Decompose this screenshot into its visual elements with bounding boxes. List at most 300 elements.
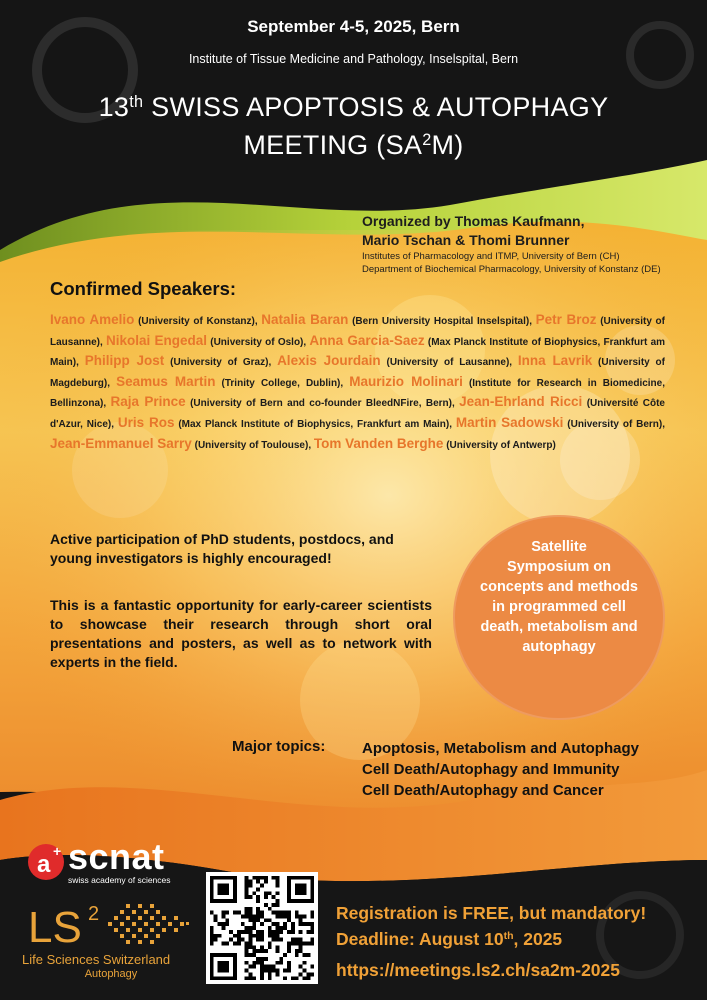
qr-module <box>276 899 280 903</box>
qr-module <box>306 976 310 980</box>
qr-module <box>268 942 272 946</box>
qr-module <box>276 926 280 930</box>
qr-module <box>310 911 314 915</box>
speaker-name: Anna Garcia-Saez <box>309 332 425 348</box>
qr-module <box>279 914 283 918</box>
speaker-affiliation: (Institute for Research in Biomedicine, Bellinzona), <box>50 377 666 410</box>
qr-module <box>248 884 252 888</box>
speaker-entry <box>84 353 272 369</box>
qr-module <box>229 938 233 942</box>
qr-module <box>291 930 295 934</box>
qr-module <box>279 961 283 965</box>
qr-module <box>245 942 249 946</box>
qr-module <box>260 957 264 961</box>
qr-module <box>268 945 272 949</box>
qr-module <box>260 876 264 880</box>
qr-module <box>256 938 260 942</box>
qr-module <box>291 938 295 942</box>
speaker-entry <box>50 312 258 327</box>
satellite-line: in programmed cell <box>492 599 626 615</box>
title-ordinal: th <box>129 93 144 112</box>
scnat-wordmark: scnat <box>68 836 165 877</box>
qr-module <box>264 969 268 973</box>
qr-module <box>218 922 222 926</box>
qr-module <box>276 972 280 976</box>
qr-module <box>256 880 260 884</box>
speaker-entry <box>261 312 532 327</box>
qr-module <box>233 934 237 938</box>
qr-module <box>245 895 249 899</box>
qr-module <box>268 969 272 973</box>
qr-module <box>252 922 256 926</box>
ls2-logo-icon <box>28 898 203 950</box>
qr-module <box>283 922 287 926</box>
satellite-line: death, metabolism and <box>480 619 638 635</box>
qr-module <box>248 918 252 922</box>
qr-module <box>252 976 256 980</box>
qr-module <box>287 969 291 973</box>
qr-module <box>287 945 291 949</box>
qr-module <box>276 884 280 888</box>
qr-module <box>221 942 225 946</box>
qr-module <box>268 972 272 976</box>
qr-module <box>272 938 276 942</box>
qr-module <box>272 895 276 899</box>
qr-module <box>279 957 283 961</box>
title-line-2-sup: 2 <box>422 131 432 150</box>
qr-module <box>210 930 214 934</box>
speaker-name: Jean-Ehrland Ricci <box>459 394 583 410</box>
qr-module <box>260 972 264 976</box>
speaker-name: Nikolai Engedal <box>106 332 208 348</box>
qr-module <box>260 930 264 934</box>
qr-module <box>310 930 314 934</box>
qr-module <box>295 911 299 915</box>
qr-module <box>283 914 287 918</box>
qr-module <box>283 911 287 915</box>
qr-module <box>268 976 272 980</box>
speaker-affiliation: (University of Antwerp) <box>446 439 556 451</box>
qr-module <box>241 938 245 942</box>
qr-module <box>256 934 260 938</box>
qr-module <box>260 945 264 949</box>
organizer-affiliation-2: Department of Biochemical Pharmacology, University of Konstanz (DE) <box>362 264 661 275</box>
qr-module <box>248 976 252 980</box>
qr-module <box>268 934 272 938</box>
qr-module <box>299 938 303 942</box>
qr-module <box>260 884 264 888</box>
ls2-name: Life Sciences Switzerland <box>22 952 171 967</box>
title-number: 13 <box>98 92 130 122</box>
svg-text:LS: LS <box>28 903 82 950</box>
qr-module <box>252 961 256 965</box>
qr-module <box>303 953 307 957</box>
qr-module <box>299 949 303 953</box>
topic-item: Cell Death/Autophagy and Immunity <box>362 761 620 778</box>
qr-module <box>248 965 252 969</box>
deadline-line <box>336 926 646 952</box>
qr-module <box>245 976 249 980</box>
qr-module <box>237 930 241 934</box>
qr-module <box>256 914 260 918</box>
qr-module <box>221 922 225 926</box>
qr-module <box>248 930 252 934</box>
svg-text:+: + <box>53 843 62 859</box>
qr-module <box>303 942 307 946</box>
qr-module <box>276 911 280 915</box>
qr-module <box>283 926 287 930</box>
title-text: SWISS APOPTOSIS & AUTOPHAGY <box>143 92 609 122</box>
organizers-line-1: Organized by Thomas Kaufmann, <box>362 213 585 229</box>
qr-module <box>245 891 249 895</box>
qr-module <box>287 961 291 965</box>
qr-module <box>287 949 291 953</box>
title-line-1 <box>0 92 707 123</box>
qr-module <box>260 976 264 980</box>
topics-list <box>362 738 639 801</box>
qr-module <box>276 934 280 938</box>
qr-module <box>248 938 252 942</box>
speaker-entry <box>110 394 455 410</box>
qr-module <box>225 922 229 926</box>
qr-module <box>299 942 303 946</box>
qr-module <box>248 953 252 957</box>
qr-module <box>272 965 276 969</box>
qr-module <box>210 942 214 946</box>
speaker-name: Martin Sadowski <box>455 414 564 430</box>
qr-module <box>260 934 264 938</box>
qr-module <box>252 949 256 953</box>
qr-module <box>237 938 241 942</box>
speaker-affiliation: (University of Lausanne), <box>386 357 513 369</box>
qr-module <box>260 922 264 926</box>
qr-module <box>245 880 249 884</box>
qr-module <box>299 930 303 934</box>
qr-module <box>299 914 303 918</box>
qr-module <box>310 965 314 969</box>
qr-module <box>248 926 252 930</box>
qr-module <box>291 926 295 930</box>
qr-module <box>260 938 264 942</box>
speaker-affiliation: (University of Bern and co-founder BleedNFire, Bern), <box>190 398 455 410</box>
qr-module <box>264 949 268 953</box>
qr-module <box>256 911 260 915</box>
qr-module <box>210 926 214 930</box>
qr-module <box>256 961 260 965</box>
registration-line: Registration is FREE, but mandatory! <box>336 903 647 923</box>
speaker-entry <box>50 435 312 451</box>
topic-item: Apoptosis, Metabolism and Autophagy <box>362 740 639 757</box>
qr-module <box>272 903 276 907</box>
topics-label: Major topics: <box>232 738 326 755</box>
qr-module <box>264 918 268 922</box>
qr-module <box>272 934 276 938</box>
qr-module <box>252 953 256 957</box>
qr-module <box>245 914 249 918</box>
speaker-name: Tom Vanden Berghe <box>313 435 444 451</box>
qr-module <box>248 945 252 949</box>
satellite-line: concepts and methods <box>480 579 638 595</box>
qr-module <box>295 938 299 942</box>
qr-module <box>248 934 252 938</box>
qr-module <box>214 914 218 918</box>
qr-finder-core <box>295 884 307 896</box>
qr-module <box>245 953 249 957</box>
qr-module <box>279 930 283 934</box>
qr-module <box>310 914 314 918</box>
qr-module <box>260 969 264 973</box>
qr-module <box>245 907 249 911</box>
qr-module <box>276 903 280 907</box>
speaker-affiliation: (University of Lausanne), <box>50 316 665 348</box>
qr-module <box>276 949 280 953</box>
qr-module <box>245 945 249 949</box>
qr-module <box>256 949 260 953</box>
speaker-entry <box>313 435 556 451</box>
qr-module <box>299 965 303 969</box>
qr-module <box>276 945 280 949</box>
qr-module <box>252 876 256 880</box>
speakers-heading: Confirmed Speakers: <box>50 278 237 299</box>
qr-module <box>252 891 256 895</box>
qr-module <box>303 922 307 926</box>
qr-module <box>299 945 303 949</box>
qr-module <box>310 938 314 942</box>
speaker-name: Jean-Emmanuel Sarry <box>50 435 192 451</box>
speaker-affiliation: (Max Planck Institute of Biophysics, Frankfurt am Main), <box>50 336 666 369</box>
topic-item: Cell Death/Autophagy and Cancer <box>362 782 604 799</box>
qr-module <box>218 934 222 938</box>
deadline-ordinal: th <box>503 930 514 943</box>
scnat-tagline: swiss academy of sciences <box>68 875 171 885</box>
qr-module <box>276 930 280 934</box>
qr-module <box>264 891 268 895</box>
qr-module <box>241 922 245 926</box>
speaker-affiliation: (University of Graz), <box>170 357 272 369</box>
qr-module <box>272 969 276 973</box>
qr-module <box>221 926 225 930</box>
qr-code-icon[interactable] <box>206 872 318 984</box>
qr-module <box>295 949 299 953</box>
qr-module <box>260 949 264 953</box>
qr-module <box>260 914 264 918</box>
qr-module <box>210 934 214 938</box>
qr-module <box>245 969 249 973</box>
qr-module <box>279 911 283 915</box>
event-venue: Institute of Tissue Medicine and Pathology, Inselspital, Bern <box>188 52 519 66</box>
speaker-name: Maurizio Molinari <box>349 373 463 389</box>
qr-module <box>260 911 264 915</box>
qr-module <box>276 876 280 880</box>
qr-module <box>287 918 291 922</box>
title-line-2-suffix: M) <box>431 130 464 160</box>
qr-module <box>245 961 249 965</box>
registration-info <box>336 900 646 952</box>
speaker-affiliation: (Max Planck Institute of Biophysics, Frankfurt am Main), <box>178 418 452 430</box>
satellite-text <box>458 537 660 657</box>
qr-module <box>256 895 260 899</box>
organizer-affiliation-1: Institutes of Pharmacology and ITMP, University of Bern (CH) <box>362 251 620 262</box>
qr-module <box>264 965 268 969</box>
qr-module <box>310 926 314 930</box>
speaker-affiliation: (Trinity College, Dublin), <box>221 377 344 389</box>
qr-module <box>272 911 276 915</box>
qr-module <box>233 942 237 946</box>
qr-module <box>306 972 310 976</box>
qr-module <box>264 876 268 880</box>
qr-module <box>248 942 252 946</box>
qr-module <box>256 907 260 911</box>
qr-module <box>248 895 252 899</box>
speakers-list <box>50 311 665 455</box>
qr-module <box>225 942 229 946</box>
qr-module <box>303 976 307 980</box>
qr-module <box>245 876 249 880</box>
qr-module <box>245 949 249 953</box>
qr-module <box>283 953 287 957</box>
qr-module <box>252 918 256 922</box>
qr-module <box>287 914 291 918</box>
qr-module <box>276 961 280 965</box>
qr-module <box>241 914 245 918</box>
qr-module <box>295 914 299 918</box>
qr-module <box>279 938 283 942</box>
opportunity-note: This is a fantastic opportunity for early-career scientists to showcase their research through short oral presentations and posters, as well as to network with experts in the field. <box>50 597 432 670</box>
qr-module <box>287 965 291 969</box>
qr-module <box>299 972 303 976</box>
qr-module <box>303 969 307 973</box>
qr-module <box>252 926 256 930</box>
qr-module <box>256 899 260 903</box>
qr-module <box>268 965 272 969</box>
qr-module <box>214 918 218 922</box>
qr-module <box>287 942 291 946</box>
qr-module <box>310 942 314 946</box>
speaker-name: Inna Lavrik <box>517 353 593 369</box>
qr-module <box>310 922 314 926</box>
qr-module <box>229 930 233 934</box>
qr-module <box>248 972 252 976</box>
qr-finder-core <box>218 884 230 896</box>
svg-text:2: 2 <box>88 903 100 925</box>
qr-module <box>252 914 256 918</box>
speaker-name: Raja Prince <box>110 394 186 410</box>
qr-module <box>306 922 310 926</box>
qr-module <box>287 911 291 915</box>
qr-module <box>225 918 229 922</box>
qr-module <box>245 911 249 915</box>
satellite-line: Symposium on <box>507 559 611 575</box>
qr-module <box>252 965 256 969</box>
speaker-name: Alexis Jourdain <box>277 353 381 369</box>
speaker-entry <box>106 332 307 348</box>
qr-module <box>248 911 252 915</box>
qr-module <box>210 938 214 942</box>
qr-module <box>291 942 295 946</box>
organizers <box>362 212 702 276</box>
qr-module <box>221 914 225 918</box>
qr-module <box>279 926 283 930</box>
qr-module <box>276 880 280 884</box>
speaker-name: Natalia Baran <box>261 312 349 327</box>
qr-module <box>233 911 237 915</box>
qr-module <box>264 895 268 899</box>
qr-module <box>237 934 241 938</box>
qr-module <box>272 876 276 880</box>
qr-module <box>299 922 303 926</box>
qr-module <box>210 911 214 915</box>
qr-module <box>241 930 245 934</box>
qr-module <box>268 891 272 895</box>
participation-note: Active participation of PhD students, postdocs, and young investigators is highly encouraged! <box>50 531 394 566</box>
qr-module <box>303 914 307 918</box>
deadline-suffix: , 2025 <box>513 929 563 949</box>
speaker-name: Seamus Martin <box>116 373 216 389</box>
qr-module <box>268 918 272 922</box>
qr-module <box>268 930 272 934</box>
speaker-entry <box>277 353 513 369</box>
speaker-entry <box>455 414 666 430</box>
registration-link[interactable]: https://meetings.ls2.ch/sa2m-2025 <box>336 960 620 980</box>
qr-module <box>221 911 225 915</box>
speaker-entry <box>117 414 452 430</box>
qr-module <box>306 942 310 946</box>
qr-module <box>276 938 280 942</box>
title-line-2 <box>0 130 707 161</box>
speaker-affiliation: (University of Oslo), <box>210 336 307 348</box>
speaker-name: Uris Ros <box>117 414 175 430</box>
qr-module <box>276 922 280 926</box>
speaker-affiliation: (University of Konstanz), <box>138 316 258 327</box>
qr-module <box>256 887 260 891</box>
qr-module <box>252 934 256 938</box>
speaker-affiliation: (Université Côte d'Azur, Nice), <box>50 398 665 430</box>
qr-module <box>256 957 260 961</box>
speaker-name: Petr Broz <box>535 312 597 327</box>
qr-module <box>306 953 310 957</box>
qr-module <box>272 930 276 934</box>
qr-module <box>245 930 249 934</box>
qr-module <box>256 930 260 934</box>
qr-finder-core <box>218 961 230 973</box>
qr-module <box>283 976 287 980</box>
qr-module <box>291 922 295 926</box>
qr-module <box>291 976 295 980</box>
qr-module <box>248 880 252 884</box>
qr-module <box>268 926 272 930</box>
qr-module <box>245 887 249 891</box>
speaker-entry <box>116 373 344 389</box>
qr-module <box>295 976 299 980</box>
qr-module <box>264 880 268 884</box>
qr-module <box>299 918 303 922</box>
qr-module <box>272 922 276 926</box>
qr-module <box>264 957 268 961</box>
qr-module <box>295 942 299 946</box>
qr-module <box>245 926 249 930</box>
qr-module <box>306 930 310 934</box>
event-date: September 4-5, 2025, Bern <box>247 17 460 36</box>
qr-module <box>248 914 252 918</box>
qr-module <box>260 965 264 969</box>
title-line-2-prefix: MEETING (SA <box>243 130 423 160</box>
qr-module <box>252 945 256 949</box>
speaker-affiliation: (Bern University Hospital Inselspital), <box>352 316 532 327</box>
qr-module <box>303 961 307 965</box>
qr-module <box>237 942 241 946</box>
speaker-name: Ivano Amelio <box>50 312 135 327</box>
qr-module <box>268 907 272 911</box>
